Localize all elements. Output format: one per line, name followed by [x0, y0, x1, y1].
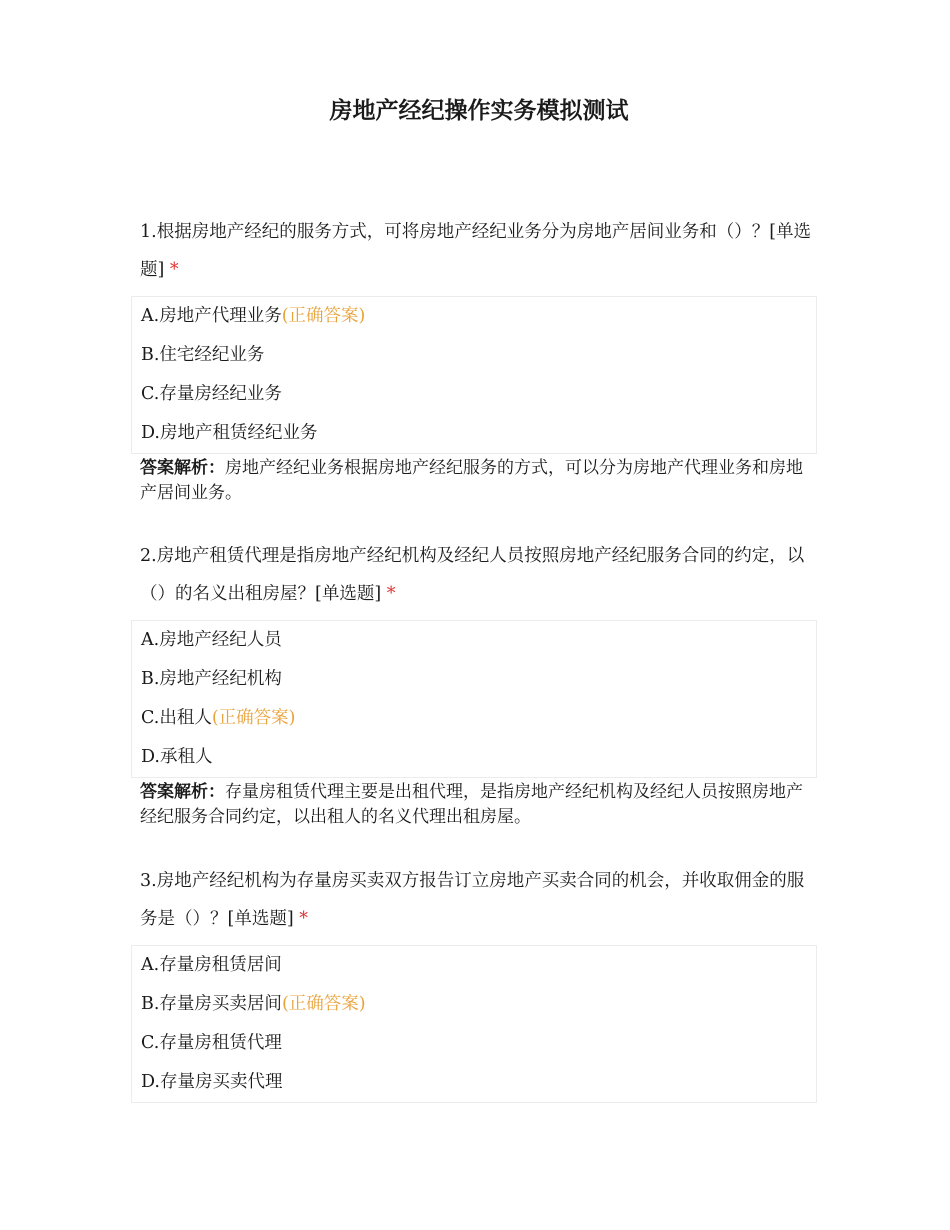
option-label: C.存量房租赁代理 [141, 1033, 282, 1053]
option-a [141, 946, 816, 985]
option-label: B.住宅经纪业务 [141, 345, 265, 365]
option-c [141, 699, 816, 738]
required-marker: * [169, 260, 179, 280]
option-label: B.房地产经纪机构 [141, 669, 282, 689]
answer-explanation [140, 780, 812, 830]
correct-answer-marker: (正确答案) [211, 708, 296, 728]
option-label: D.房地产租赁经纪业务 [141, 423, 318, 443]
question-stem: 3.房地产经纪机构为存量房买卖双方报告订立房地产买卖合同的机会，并收取佣金的服务是（）？[单选题] [140, 871, 805, 929]
option-label: C.出租人 [141, 708, 212, 728]
correct-answer-marker: (正确答案) [281, 994, 366, 1014]
option-d [141, 1063, 816, 1102]
explanation-label: 答案解析： [140, 458, 225, 478]
option-label: C.存量房经纪业务 [141, 384, 282, 404]
options-list [131, 296, 817, 454]
required-marker: * [386, 584, 396, 604]
option-b [141, 660, 816, 699]
option-b [141, 985, 816, 1024]
answer-explanation [140, 456, 812, 506]
question-3 [140, 862, 812, 1103]
question-text [140, 213, 812, 289]
option-a [141, 621, 816, 660]
question-text [140, 537, 812, 613]
question-2 [140, 537, 812, 830]
question-stem: 1.根据房地产经纪的服务方式，可将房地产经纪业务分为房地产居间业务和（）？[单选题] [140, 222, 812, 280]
correct-answer-marker: (正确答案) [281, 306, 366, 326]
option-c [141, 375, 816, 414]
required-marker: * [299, 909, 308, 929]
question-1 [140, 213, 812, 506]
explanation-text: 存量房租赁代理主要是出租代理，是指房地产经纪机构及经纪人员按照房地产经纪服务合同约定，以出租人的名义代理出租房屋。 [140, 782, 803, 827]
question-text [140, 862, 812, 938]
option-c [141, 1024, 816, 1063]
option-label: D.承租人 [141, 747, 213, 767]
options-list [131, 945, 817, 1103]
option-d [141, 738, 816, 777]
option-label: A.房地产经纪人员 [141, 630, 282, 650]
explanation-label: 答案解析： [140, 782, 225, 802]
option-b [141, 336, 816, 375]
options-list [131, 620, 817, 778]
option-label: D.存量房买卖代理 [141, 1072, 283, 1092]
option-a [141, 297, 816, 336]
explanation-text: 房地产经纪业务根据房地产经纪服务的方式，可以分为房地产代理业务和房地产居间业务。 [140, 458, 803, 503]
question-stem: 2.房地产租赁代理是指房地产经纪机构及经纪人员按照房地产经纪服务合同的约定，以（）的名义出租房屋？[单选题] [140, 546, 805, 604]
option-label: B.存量房买卖居间 [141, 994, 282, 1014]
option-label: A.存量房租赁居间 [141, 955, 282, 975]
option-d [141, 414, 816, 453]
document-title: 房地产经纪操作实务模拟测试 [329, 98, 629, 124]
option-label: A.房地产代理业务 [141, 306, 282, 326]
